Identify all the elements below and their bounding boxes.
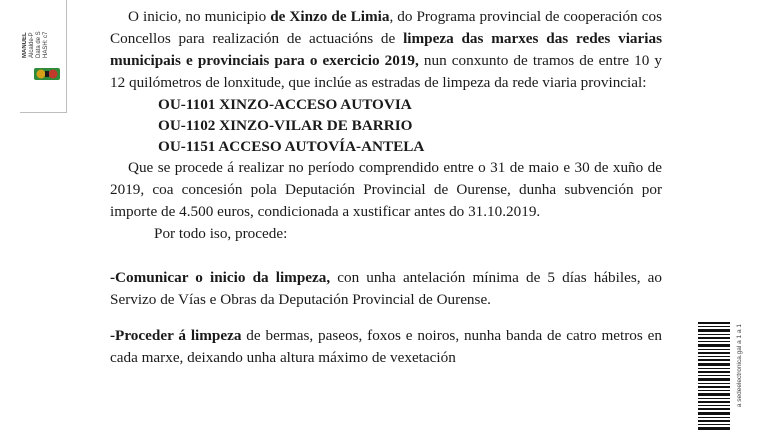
bullet-proceder [110,325,662,369]
road-list [158,94,662,157]
paragraph-period: Que se procede á realizar no período comprendido entre o 31 de maio e 30 de xuño de 2019, coa concesión pola Deputación Provincial de Ourense, dunha subvención por importe de 4.500 euros, condicionada a xustificar antes do 31.10.2019. [110,159,662,220]
program-name: limpeza das marxes das redes viarias municipais e provinciais para o exercicio 2019, [110,30,662,69]
paragraph-intro [110,6,662,94]
stamp-line: MANUEL [22,32,28,58]
stamp-line: Alcalde-P [29,32,35,58]
page-count-text: a 1 a 1 [736,324,743,344]
paragraph-procede: Por todo iso, procede: [154,225,288,242]
intro-text: , do Programa provincial de cooperación cos Concellos para realización de actuacións de [110,8,662,47]
coat-of-arms-icon [34,64,60,84]
road-item: OU-1151 ACCESO AUTOVÍA-ANTELA [158,138,425,155]
barcode-area [696,318,756,432]
bullet-heading: -Proceder á limpeza [110,327,242,344]
bullet-heading: -Comunicar o inicio da limpeza, [110,269,331,286]
barcode-icon [696,318,736,432]
bullet-comunicar [110,267,662,311]
road-item: OU-1101 XINZO-ACCESO AUTOVIA [158,96,412,113]
signature-stamp-strip [20,0,67,113]
stamp-line: Data de S [36,31,42,58]
bullet-text: de bermas, paseos, foxos e noiros, nunha banda de catro metros en cada marxe, deixando unha altura máximo de vexetación [110,327,662,366]
document-body [110,6,662,369]
intro-text: nun conxunto de tramos de entre 10 y 12 quilómetros de lonxitude, que inclúe as estradas de limpeza da rede viaria provincial: [110,52,662,91]
municipality-name: de Xinzo de Limia [270,8,390,25]
verification-url-text: a sedeelectronica.gal [736,345,743,408]
road-item: OU-1102 XINZO-VILAR DE BARRIO [158,117,413,134]
stamp-line: HASH: c7 [43,31,49,58]
bullet-text: con unha antelación mínima de 5 días hábiles, ao Servizo de Vías e Obras da Deputación Provincial de Ourense. [110,269,662,308]
signature-stamp-text [22,4,62,58]
verification-url [736,324,744,407]
intro-text: O inicio, no municipio [128,8,271,25]
